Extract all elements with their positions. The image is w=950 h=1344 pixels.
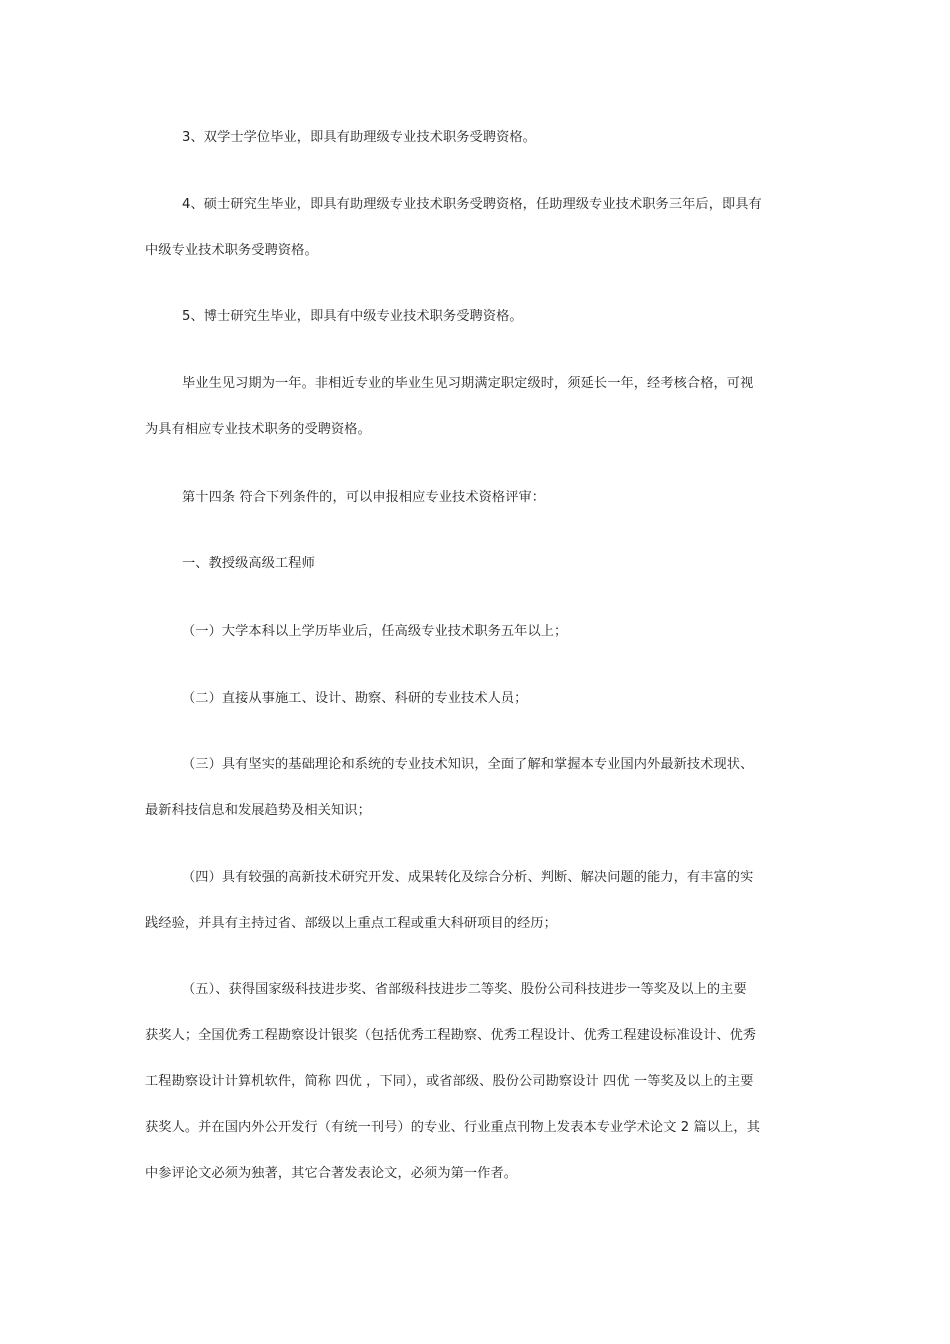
text-line: （五）、获得国家级科技进步奖、省部级科技进步二等奖、股份公司科技进步一等奖及以上的主要 — [182, 982, 747, 997]
text-line: 获奖人。并在国内外公开发行（有统一刊号）的专业、行业重点刊物上发表本专业学术论文 2 篇以上，其 — [145, 1120, 761, 1135]
paragraph-degree-double-bachelor — [145, 127, 811, 149]
text-line: 工程勘察设计计算机软件，简称 四优 ，下同），或省部级、股份公司勘察设计 四优 一等奖及以上的主要 — [145, 1074, 754, 1089]
text-line: 获奖人；全国优秀工程勘察设计银奖（包括优秀工程勘察、优秀工程设计、优秀工程建设标准设计、优秀 — [145, 1028, 757, 1043]
text-line: 践经验，并具有主持过省、部级以上重点工程或重大科研项目的经历； — [145, 916, 557, 931]
text-line: 最新科技信息和发展趋势及相关知识； — [145, 803, 371, 818]
clause-5 — [145, 979, 811, 1185]
paragraph-article-14 — [145, 487, 811, 509]
clause-4 — [145, 867, 811, 935]
text-line: 第十四条 符合下列条件的，可以申报相应专业技术资格评审： — [182, 490, 546, 505]
text-line: 毕业生见习期为一年。非相近专业的毕业生见习期满定职定级时，须延长一年，经考核合格，可视 — [182, 376, 754, 391]
section-heading-professor-engineer — [145, 553, 811, 575]
text-line: 中级专业技术职务受聘资格。 — [145, 243, 318, 258]
text-line: 一、教授级高级工程师 — [182, 556, 315, 571]
text-line: （一）大学本科以上学历毕业后，任高级专业技术职务五年以上； — [182, 624, 568, 639]
text-line: （四）具有较强的高新技术研究开发、成果转化及综合分析、判断、解决问题的能力，有丰富的实 — [182, 870, 754, 885]
clause-1 — [145, 621, 811, 643]
text-line: 为具有相应专业技术职务的受聘资格。 — [145, 422, 371, 437]
text-line: （二）直接从事施工、设计、勘察、科研的专业技术人员； — [182, 691, 528, 706]
paragraph-degree-doctor — [145, 306, 811, 328]
text-line: 4、硕士研究生毕业，即具有助理级专业技术职务受聘资格，任助理级专业技术职务三年后，即具有 — [182, 197, 762, 212]
paragraph-probation — [145, 373, 811, 441]
text-line: （三）具有坚实的基础理论和系统的专业技术知识，全面了解和掌握本专业国内外最新技术现状、 — [182, 757, 754, 772]
text-line: 中参评论文必须为独著，其它合著发表论文，必须为第一作者。 — [145, 1166, 518, 1181]
text-line: 3、双学士学位毕业，即具有助理级专业技术职务受聘资格。 — [182, 130, 536, 145]
paragraph-degree-master — [145, 194, 811, 262]
text-line: 5、博士研究生毕业，即具有中级专业技术职务受聘资格。 — [182, 309, 523, 324]
clause-2 — [145, 688, 811, 710]
clause-3 — [145, 754, 811, 822]
